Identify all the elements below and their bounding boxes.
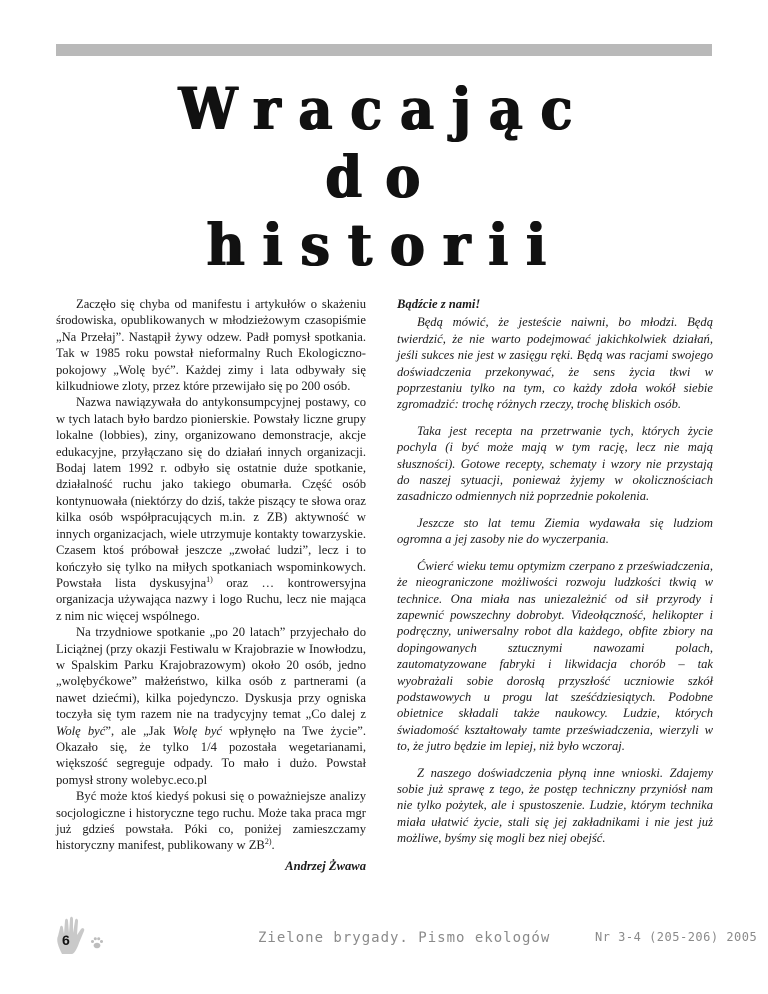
footnote-ref: 1)	[206, 574, 213, 584]
paragraph: Jeszcze sto lat temu Ziemia wydawała się ludziom ogromna a jej zasoby nie do wyczerpania.	[397, 515, 713, 547]
paragraph: Ćwierć wieku temu optymizm czerpano z przeświadczenia, że nieograniczone możliwości rozwoju ludzkości tkwią w technice. Ona miała nas uniezależnić od sił przyrody i zapewnić powszechny dobrobyt. Videołączność, helikopter i podręczny, uniwersalny robot dla każdego, obfite zbiory na dopingowanych sztucznymi nawozami polach, zautomatyzowane fabryki i likwidacja chorób – tak wyobrażali sobie dorosłą przyszłość uczniowie szkół podstawowych u progu lat sześćdziesiątych. Podobne obietnice składali także naukowcy. Ludzie, których świadomość kształtowały tamte przeświadczenia, wierzyli w to, że jutro będzie im lepiej, niż było wczoraj.	[397, 558, 713, 754]
paragraph: Na trzydniowe spotkanie „po 20 latach” przyjechało do Liciążnej (przy okazji Festiwalu w Krajobrazie w Inowłodzu, w Spalskim Parku Krajobrazowym) około 20 osób, jedno „wolębyćkowe” małżeństwo, kilka osób z partnerami (a nawet dziećmi), kilka pojedynczo. Dyskusja przy ogniska toczyła się tym razem nie na tradycyjny temat „Co dalej z Wolę być”, ale „Jak Wolę być wpłynęło na Twe życie”. Okazało się, że tylko 1/4 pozostała wegetarianami, większość segreguje odpady. To mało i dużo. Powstał pomysł strony wolebyc.eco.pl	[56, 625, 366, 787]
paragraph: Będą mówić, że jesteście naiwni, bo młodzi. Będą twierdzić, że nie warto podejmować jakichkolwiek działań, jeśli sukces nie jest w zasięgu ręki. Będą was racjami swojego doświadczenia przekonywać, że sens życia tkwi w poprzestaniu tylko na tym, co każdy zdoła wokół siebie zgromadzić: trochę różnych rzeczy, trochę bliskich osób.	[397, 315, 713, 412]
author-signature: Andrzej Żwawa	[285, 858, 366, 873]
paw-icon	[90, 936, 104, 950]
paragraph: Z naszego doświadczenia płyną inne wnioski. Zdajemy sobie już sprawę z tego, że postęp techniczny przyniósł nam nie tylko pożytek, ale i spustoszenie. Ludzie, którym technika miała ułatwić życie, stali się jej zakładnikami i nie jest już możliwe, byśmy się mogli bez niej obejść.	[397, 765, 713, 846]
paragraph: Taka jest recepta na przetrwanie tych, których życie pochyla (i być może mają w tym rację, lecz nie mają słuszności). Gotowe recepty, schematy i wzory nie przystają do naszej sytuacji, ponieważ żyjemy w okolicznościach zasadniczo odmiennych niż poprzednie pokolenia.	[397, 423, 713, 504]
right-column	[397, 296, 713, 857]
issue-info: Nr 3-4 (205-206) 2005	[595, 930, 758, 944]
title-line-3: historii	[205, 211, 563, 279]
footnote-ref: 2)	[264, 837, 272, 847]
title-line-2: do	[324, 143, 444, 211]
paragraph: Nazwa nawiązywała do antykonsumpcyjnej postawy, co w tych latach było bardzo pionierskie. Powstały liczne grupy lokalne (lobbies), ziny, organizowano demonstracje, akcje edukacyjne, przyłączano się do działań innych organizacji. Bodaj latem 1992 r. odbyło się ostatnie duże spotkanie, działalność ruchu jako takiego obumarła. Część osób kontynuowała (niektórzy do dziś, także piszący te słowa oraz kilka osób współpracujących m.in. z ZB) aktywność w innych organizacjach, wiele utrzymuje kontakty towarzyskie. Czasem ktoś próbował jeszcze „zwołać ludzi”, lecz i to kończyło się tylko na miłych spotkaniach wspominkowych. Powstała lista dyskusyjna$^{1)}$ oraz … kontrowersyjna organizacja używająca nazwy i logo Ruchu, lecz nie mająca z nim nic więcej wspólnego.	[56, 395, 366, 623]
paragraph: Zaczęło się chyba od manifestu i artykułów o skażeniu środowiska, opublikowanych w młodzieżowym czasopiśmie „Na Przełaj”. Nastąpił żywy odzew. Padł pomysł spotkania. Tak w 1985 roku powstał nieformalny Ruch Ekologiczno-pokojowy „Wolę być”. Każdej zimy i lata odbywały się kilkudniowe zloty, przez które przewijało się po 200 osób.	[56, 297, 366, 394]
title-line-1: Wracając	[178, 75, 590, 143]
manifest-heading: Bądźcie z nami!	[397, 297, 481, 311]
top-rule	[56, 44, 712, 56]
paragraph: Być może ktoś kiedyś pokusi się o poważniejsze analizy socjologiczne i historyczne tego ruchu. Może taka praca mgr już gdzieś powstała. Póki co, poniżej zamieszczamy historyczny manifest, publikowany w ZB$^{2)}$.	[56, 789, 366, 853]
page-number: 6	[62, 932, 70, 948]
left-column	[56, 296, 366, 874]
hand-icon	[54, 916, 88, 956]
magazine-title: Zielone brygady. Pismo ekologów	[258, 930, 551, 946]
